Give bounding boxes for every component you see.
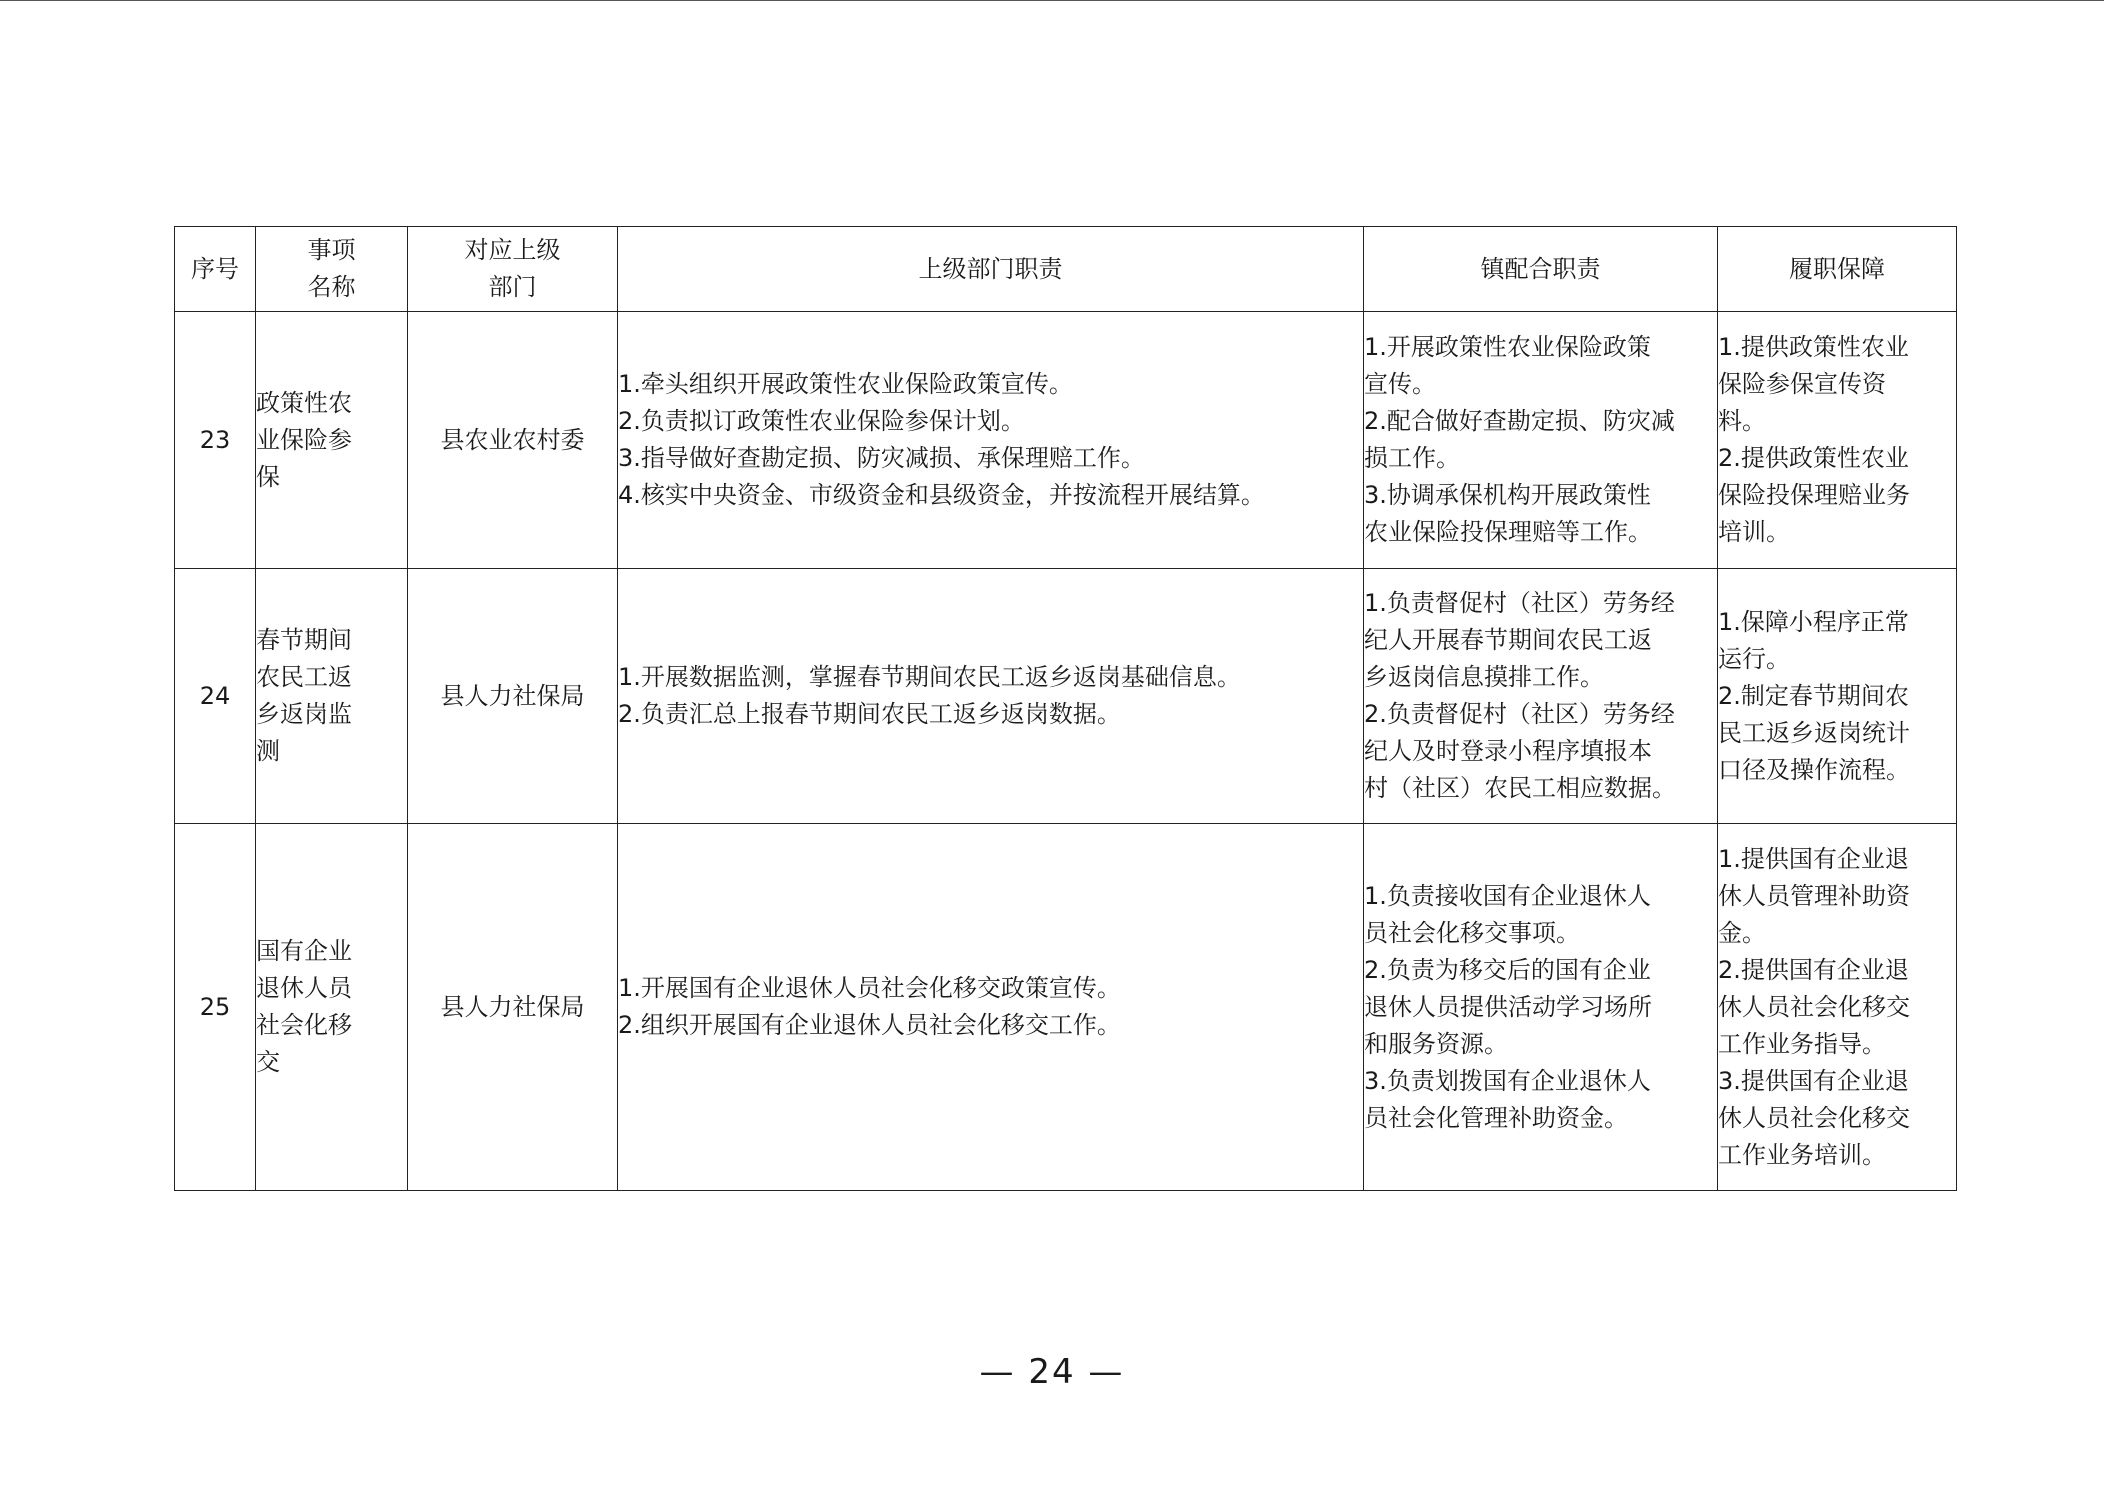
- header-upper-duty: 上级部门职责: [618, 227, 1364, 312]
- table-row: [175, 824, 1957, 1191]
- header-upper-department: 对应上级 部门: [408, 227, 618, 312]
- town-duty: 1.负责督促村（社区）劳务经 纪人开展春节期间农民工返 乡返岗信息摸排工作。 2.负责督促村（社区）劳务经 纪人及时登录小程序填报本 村（社区）农民工相应数据。: [1364, 569, 1718, 824]
- row-number: 24: [175, 569, 256, 824]
- item-name: 国有企业 退休人员 社会化移 交: [256, 824, 408, 1191]
- upper-department: 县人力社保局: [408, 569, 618, 824]
- header-no: 序号: [175, 227, 256, 312]
- upper-duty: 1.开展国有企业退休人员社会化移交政策宣传。 2.组织开展国有企业退休人员社会化移交工作。: [618, 824, 1364, 1191]
- table-header-row: [175, 227, 1957, 312]
- guarantee: 1.提供政策性农业 保险参保宣传资 料。 2.提供政策性农业 保险投保理赔业务 培训。: [1718, 312, 1957, 569]
- upper-department: 县农业农村委: [408, 312, 618, 569]
- table-row: [175, 569, 1957, 824]
- item-name: 春节期间 农民工返 乡返岗监 测: [256, 569, 408, 824]
- town-duty: 1.负责接收国有企业退休人 员社会化移交事项。 2.负责为移交后的国有企业 退休人员提供活动学习场所 和服务资源。 3.负责划拨国有企业退休人 员社会化管理补助资金。: [1364, 824, 1718, 1191]
- page-number: — 24 —: [979, 1352, 1125, 1392]
- upper-duty: 1.开展数据监测，掌握春节期间农民工返乡返岗基础信息。 2.负责汇总上报春节期间农民工返乡返岗数据。: [618, 569, 1364, 824]
- guarantee: 1.保障小程序正常 运行。 2.制定春节期间农 民工返乡返岗统计 口径及操作流程。: [1718, 569, 1957, 824]
- guarantee: 1.提供国有企业退 休人员管理补助资 金。 2.提供国有企业退 休人员社会化移交 工作业务指导。 3.提供国有企业退 休人员社会化移交 工作业务培训。: [1718, 824, 1957, 1191]
- upper-duty: 1.牵头组织开展政策性农业保险政策宣传。 2.负责拟订政策性农业保险参保计划。 3.指导做好查勘定损、防灾减损、承保理赔工作。 4.核实中央资金、市级资金和县级资金，并按流程开展结算。: [618, 312, 1364, 569]
- town-duty: 1.开展政策性农业保险政策 宣传。 2.配合做好查勘定损、防灾减 损工作。 3.协调承保机构开展政策性 农业保险投保理赔等工作。: [1364, 312, 1718, 569]
- table-row: [175, 312, 1957, 569]
- header-guarantee: 履职保障: [1718, 227, 1957, 312]
- row-number: 25: [175, 824, 256, 1191]
- top-border-line: [0, 0, 2104, 1]
- row-number: 23: [175, 312, 256, 569]
- header-town-duty: 镇配合职责: [1364, 227, 1718, 312]
- duty-table: [174, 226, 1957, 1191]
- header-item-name: 事项 名称: [256, 227, 408, 312]
- item-name: 政策性农 业保险参 保: [256, 312, 408, 569]
- upper-department: 县人力社保局: [408, 824, 618, 1191]
